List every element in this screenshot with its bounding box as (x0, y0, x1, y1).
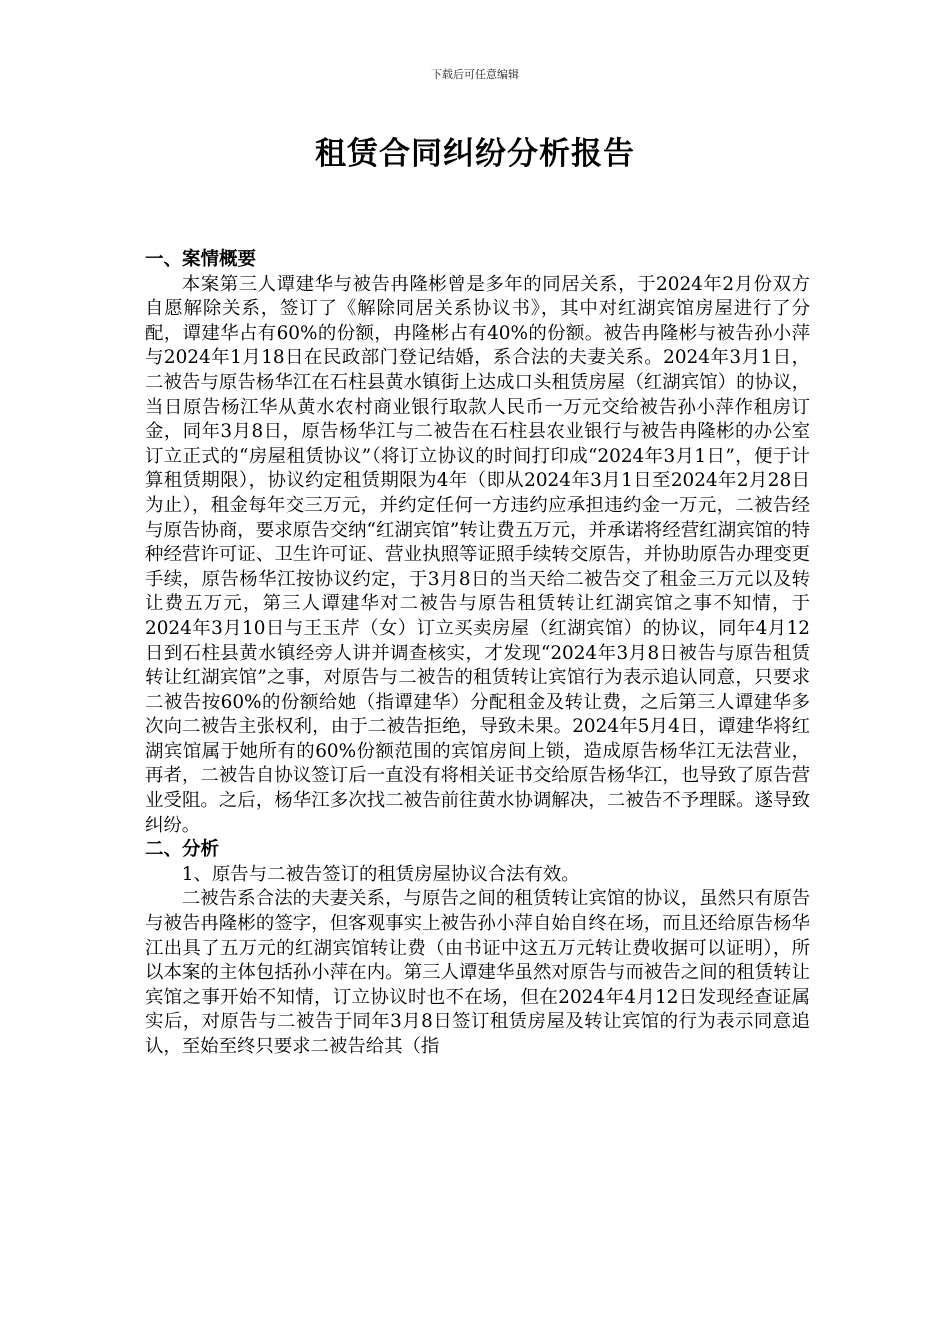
case-summary-paragraph: 本案第三人谭建华与被告冉隆彬曾是多年的同居关系，于2024年2月份双方自愿解除关系，签订了《解除同居关系协议书》，其中对红湖宾馆房屋进行了分配，谭建华占有60%的份额，冉隆彬占有40%的份额。被告冉隆彬与被告孙小萍与2024年1月18日在民政部门登记结婚，系合法的夫妻关系。2024年3月1日，二被告与原告杨华江在石柱县黄水镇街上达成口头租赁房屋（红湖宾馆）的协议，当日原告杨江华从黄水农村商业银行取款人民币一万元交给被告孙小萍作租房订金，同年3月8日，原告杨华江与二被告在石柱县农业银行与被告冉隆彬的办公室订立正式的“房屋租赁协议”（将订立协议的时间打印成“2024年3月1日”，便于计算租赁期限），协议约定租赁期限为4年（即从2024年3月1日至2024年2月28日为止），租金每年交三万元，并约定任何一方违约应承担违约金一万元，二被告经与原告协商，要求原告交纳“红湖宾馆”转让费五万元，并承诺将经营红湖宾馆的特种经营许可证、卫生许可证、营业执照等证照手续转交原告，并协助原告办理变更手续，原告杨华江按协议约定，于3月8日的当天给二被告交了租金三万元以及转让费五万元，第三人谭建华对二被告与原告租赁转让红湖宾馆之事不知情，于2024年3月10日与王玉芹（女）订立买卖房屋（红湖宾馆）的协议，同年4月12日到石柱县黄水镇经旁人讲并调查核实，才发现“2024年3月8日被告与原告租赁转让红湖宾馆”之事，对原告与二被告的租赁转让宾馆行为表示追认同意，只要求二被告按60%的份额给她（指谭建华）分配租金及转让费，之后第三人谭建华多次向二被告主张权利，由于二被告拒绝，导致未果。2024年5月4日，谭建华将红湖宾馆属于她所有的60%份额范围的宾馆房间上锁，造成原告杨华江无法营业，再者，二被告自协议签订后一直没有将相关证书交给原告杨华江，也导致了原告营业受阻。之后，杨华江多次找二被告前往黄水协调解决，二被告不予理睬。遂导致纠纷。 (145, 273, 810, 836)
analysis-paragraph: 二被告系合法的夫妻关系，与原告之间的租赁转让宾馆的协议，虽然只有原告与被告冉隆彬的签字，但客观事实上被告孙小萍自始自终在场，而且还给原告杨华江出具了五万元的红湖宾馆转让费（由书证中这五万元转让费收据可以证明），所以本案的主体包括孙小萍在内。第三人谭建华虽然对原告与而被告之间的租赁转让宾馆之事开始不知情，订立协议时也不在场，但在2024年4月12日发现经查证属实后，对原告与二被告于同年3月8日签订租赁房屋及转让宾馆的行为表示同意追认，至始至终只要求二被告给其（指 (145, 888, 810, 1057)
section-heading-overview: 一、案情概要 (145, 249, 257, 270)
header-note: 下载后可任意编辑 (431, 68, 519, 81)
section-heading-analysis: 二、分析 (145, 839, 220, 861)
document-title: 租赁合同纠纷分析报告 (315, 136, 635, 172)
analysis-point-1: 1、原告与二被告签订的租赁房屋协议合法有效。 (181, 863, 580, 885)
document-body (145, 248, 810, 1060)
